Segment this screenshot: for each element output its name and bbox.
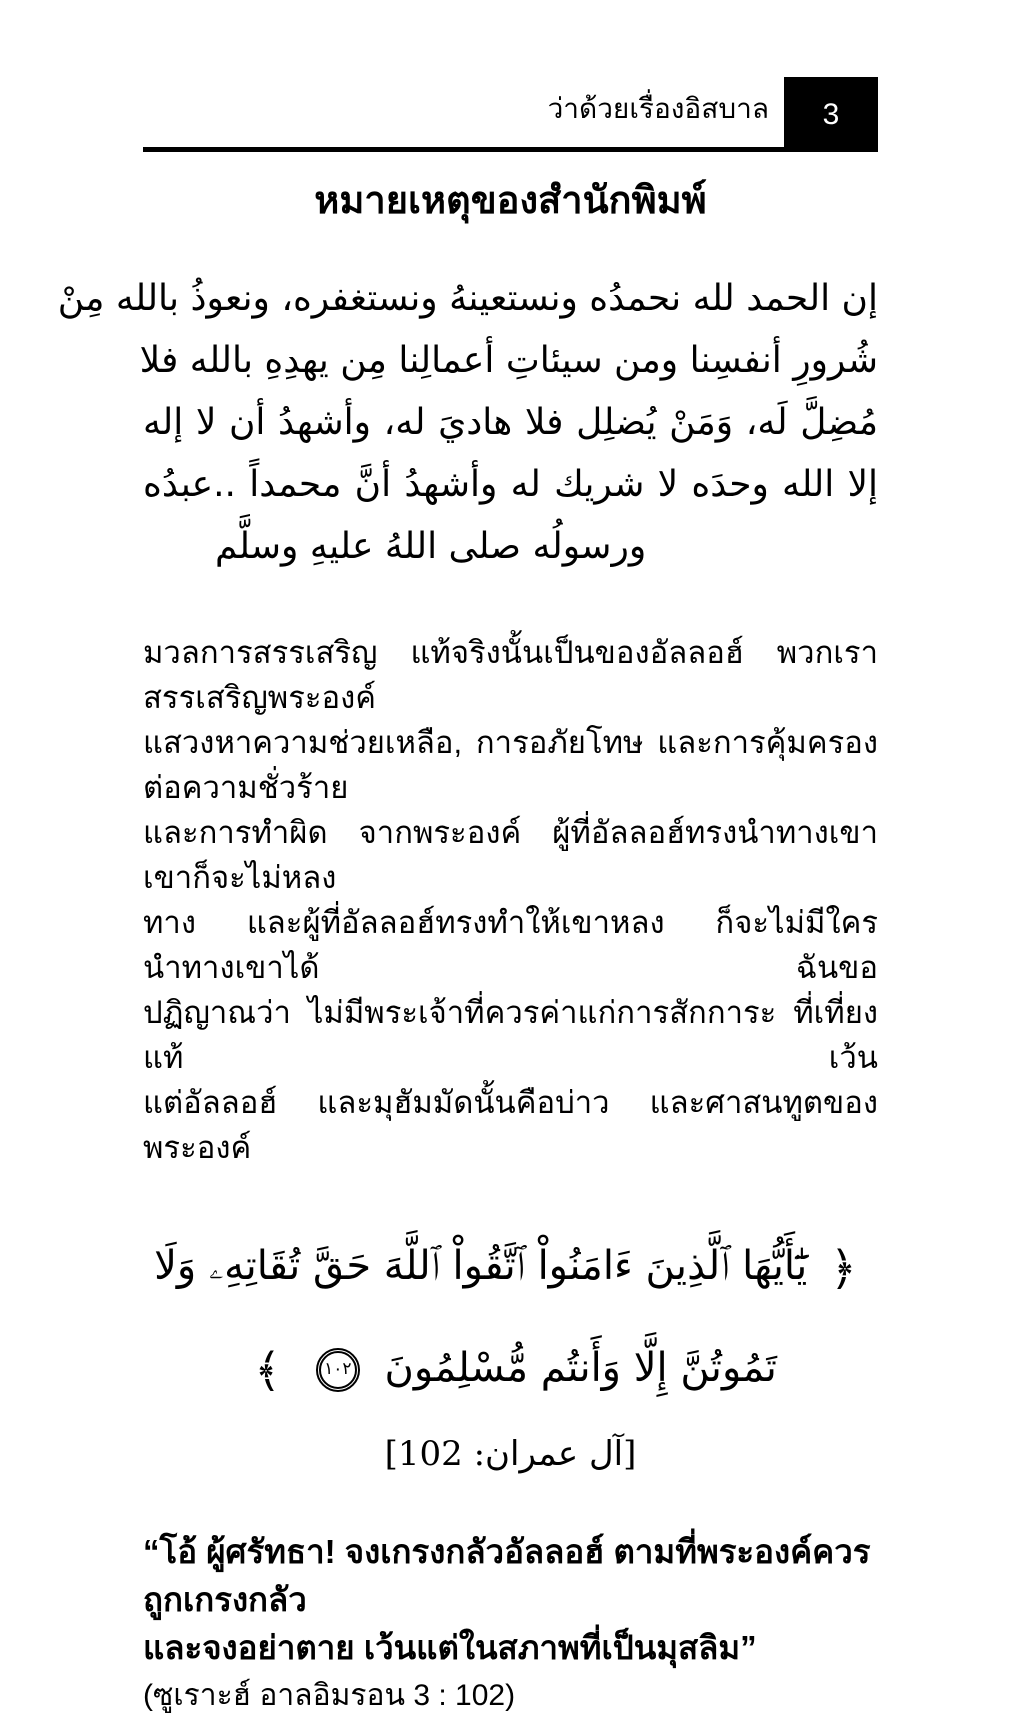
thai-paragraph-line: มวลการสรรเสริญ แท้จริงนั้นเป็นของอัลลอฮ์ พวกเราสรรเสริญพระองค์ <box>143 634 878 715</box>
arabic-khutbah-line: إن الحمد لله نحمدُه ونستعينهُ ونستغفره، ونعوذُ بالله مِنْ <box>57 277 878 319</box>
ornate-close-bracket-icon: ﴾ <box>254 1342 282 1397</box>
ornate-open-bracket-icon: ﴿ <box>829 1240 857 1295</box>
section-title: หมายเหตุของสำนักพิมพ์ <box>314 180 707 222</box>
quran-verse-text-2: تَمُوتُنَّ إِلَّا وَأَنتُم مُّسْلِمُونَ <box>384 1344 777 1391</box>
arabic-khutbah-line: مُضِلَّ لَه، وَمَنْ يُضلِل فلا هاديَ له، وأشهدُ أن لا إله <box>143 401 878 443</box>
thai-paragraph-line: ปฏิญาณว่า ไม่มีพระเจ้าที่ควรค่าแก่การสักการะ ที่เที่ยงแท้ เว้น <box>143 994 878 1075</box>
quran-verse-line-1 <box>143 1216 878 1318</box>
verse-number-medallion: ١٠٢ <box>316 1348 360 1392</box>
thai-paragraph-line: แต่อัลลอฮ์ และมุฮัมมัดนั้นคือบ่าว และศาสนทูตของพระองค์ <box>143 1084 878 1165</box>
quran-verse-block <box>143 1216 878 1476</box>
page-number-badge <box>784 77 878 152</box>
arabic-khutbah-line: إلا الله وحدَه لا شريك له وأشهدُ أنَّ محمداً ..عبدُه <box>143 463 878 505</box>
page-number: 3 <box>822 97 840 131</box>
verse-reference: [آل عمران: 102] <box>384 1433 637 1474</box>
page-header <box>143 77 878 152</box>
quran-verse-line-2 <box>143 1318 878 1420</box>
thai-translation-quote <box>143 1528 878 1672</box>
thai-intro-paragraph <box>143 630 878 1170</box>
running-title: ว่าด้วยเรื่องอิสบาล <box>547 93 769 124</box>
book-page <box>0 77 1024 1712</box>
thai-paragraph-line: ทาง และผู้ที่อัลลอฮ์ทรงทำให้เขาหลง ก็จะไม่มีใครนำทางเขาได้ ฉันขอ <box>143 904 878 985</box>
thai-paragraph-line: แสวงหาความช่วยเหลือ, การอภัยโทษ และการคุ้มครองต่อความชั่วร้าย <box>143 724 878 805</box>
arabic-khutbah-block <box>57 268 878 578</box>
arabic-khutbah-line: ورسولُه صلى اللهُ عليهِ وسلَّم <box>215 525 647 567</box>
thai-citation: (ซูเราะฮ์ อาลอิมรอน 3 : 102) <box>143 1678 516 1712</box>
thai-quote-line: “โอ้ ผู้ศรัทธา! จงเกรงกลัวอัลลอฮ์ ตามที่พระองค์ควรถูกเกรงกลัว <box>143 1532 871 1618</box>
thai-paragraph-line: และการทำผิด จากพระองค์ ผู้ที่อัลลอฮ์ทรงนำทางเขา เขาก็จะไม่หลง <box>143 814 878 895</box>
quran-verse-text-1: يَٰٓأَيُّهَا ٱلَّذِينَ ءَامَنُواْ ٱتَّقُواْ ٱللَّهَ حَقَّ تُقَاتِهِۦ وَلَا <box>154 1242 808 1289</box>
arabic-khutbah-line: شُرورِ أنفسِنا ومن سيئاتِ أعمالِنا مِن يهدِهِ بالله فلا <box>139 339 878 381</box>
thai-quote-line: และจงอย่าตาย เว้นแต่ในสภาพที่เป็นมุสลิม” <box>143 1628 757 1666</box>
